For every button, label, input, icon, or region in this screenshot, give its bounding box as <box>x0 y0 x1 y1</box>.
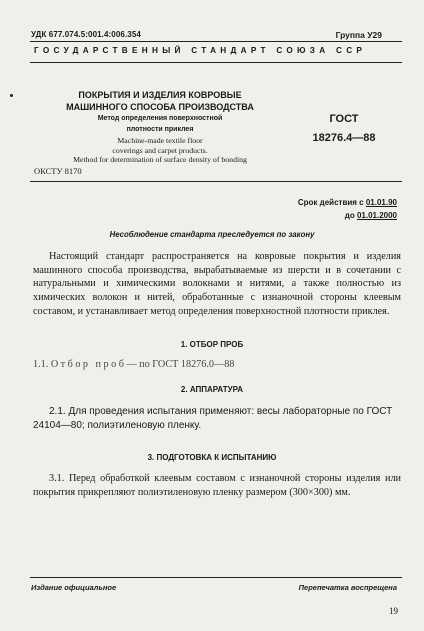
section-sampling-text <box>33 358 234 372</box>
validity-from-date: 01.01.90 <box>365 198 397 207</box>
english-line-2: coverings and carpet products. <box>112 145 208 155</box>
intro-paragraph: Настоящий стандарт распространяется на ковровые покрытия и изделия машинного способа производства, вырабатываемые из шерсти и в сочетании с натуральными и химическими волокнами и нитями, а также полностью из химических волокон и нитей, обработанные с изнаночной стороны клеевым составом, и устанавливает метод определения поверхностной плотности приклея. <box>33 251 401 317</box>
page-number: 19 <box>389 606 398 616</box>
margin-dot <box>10 94 13 97</box>
footer-rule <box>30 577 402 578</box>
validity-from-label: Срок действия с <box>297 198 364 207</box>
validity-to <box>298 209 397 222</box>
english-line-3: Method for determination of surface density of bonding <box>73 155 247 165</box>
section-heading-preparation: 3. ПОДГОТОВКА К ИСПЫТАНИЮ <box>147 453 277 462</box>
footer-reprint-notice: Перепечатка воспрещена <box>298 583 397 592</box>
english-title <box>34 136 286 165</box>
header-rule-bottom <box>30 62 402 63</box>
section-sampling-spaced: Отбор проб <box>50 359 127 370</box>
group-code: Группа У29 <box>335 30 382 40</box>
section-heading-apparatus: 2. АППАРАТУРА <box>180 385 244 394</box>
validity-to-label: до <box>344 211 355 220</box>
validity-period <box>298 196 397 222</box>
header-rule-top <box>30 41 402 42</box>
validity-to-date: 01.01.2000 <box>356 211 397 220</box>
method-line-1: Метод определения поверхностной <box>97 115 223 122</box>
document-title <box>40 89 280 113</box>
section-sampling-ref: — по ГОСТ 18276.0—88 <box>126 359 235 370</box>
section-heading-sampling: 1. ОТБОР ПРОБ <box>180 340 244 349</box>
state-standard-heading: ГОСУДАРСТВЕННЫЙ СТАНДАРТ СОЮЗА ССР <box>34 46 367 55</box>
title-line-1: ПОКРЫТИЯ И ИЗДЕЛИЯ КОВРОВЫЕ <box>78 90 242 100</box>
method-line-2: плотности приклея <box>126 126 194 133</box>
udk-code: УДК 677.074.5:001.4:006.354 <box>31 30 141 39</box>
okstu-code: ОКСТУ 8170 <box>34 166 82 176</box>
english-line-1: Machine-made textile floor <box>117 136 203 145</box>
section-sampling-number: 1.1. <box>33 359 49 370</box>
title-line-2: МАШИННОГО СПОСОБА ПРОИЗВОДСТВА <box>66 102 254 112</box>
section-apparatus-text: 2.1. Для проведения испытания применяют: весы лабораторные по ГОСТ 24104—80; полиэтиленовую пленку. <box>33 406 393 431</box>
gost-label: ГОСТ <box>329 113 359 125</box>
footer-official-edition: Издание официальное <box>31 583 117 592</box>
gost-number: 18276.4—88 <box>312 132 376 144</box>
section-preparation-text: 3.1. Перед обработкой клеевым составом с изнаночной стороны изделия или покрытия прикрепляют полиэтиленовую пленку размером (300×300) мм. <box>33 473 401 498</box>
legal-notice: Несоблюдение стандарта преследуется по закону <box>109 230 315 239</box>
title-block-rule <box>30 181 402 182</box>
gost-designation <box>304 110 384 148</box>
validity-from <box>298 196 397 209</box>
method-subtitle <box>40 113 280 135</box>
